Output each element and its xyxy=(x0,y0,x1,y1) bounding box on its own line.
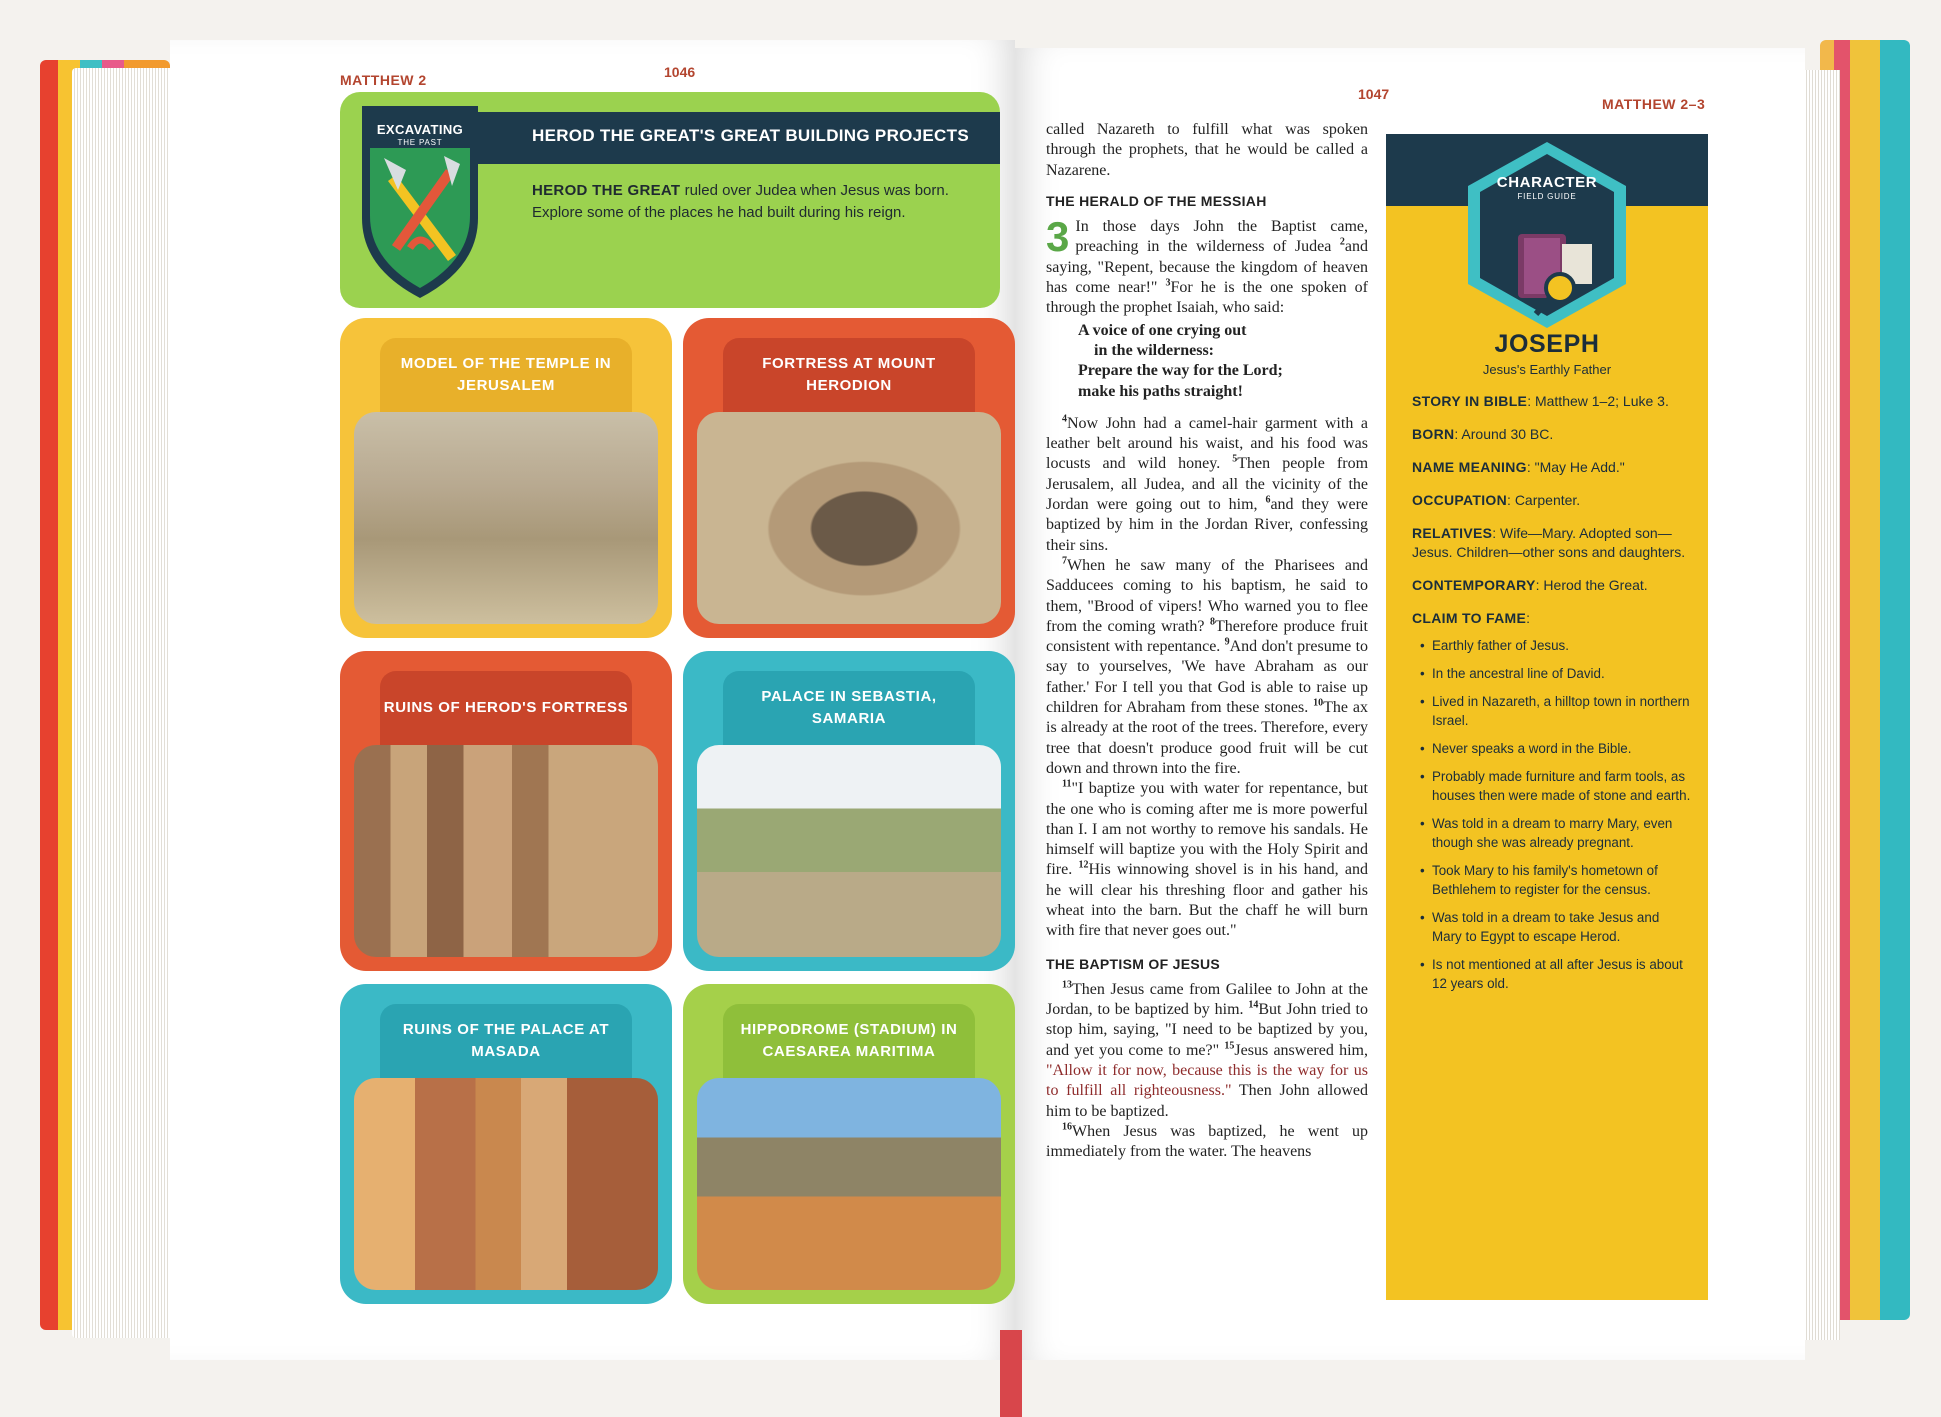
page-edges-left xyxy=(72,68,182,1338)
verse-15a: Jesus answered him, xyxy=(1234,1041,1369,1059)
verse-3: For he is the one spoken of through the prophet Isaiah, who said: xyxy=(1046,279,1368,317)
verse-15b: Then John allowed him to be baptized. xyxy=(1046,1082,1368,1120)
site-card-label: RUINS OF HEROD'S FORTRESS xyxy=(380,671,632,745)
fact-value: : Carpenter. xyxy=(1507,492,1581,508)
claim-to-fame-item: • Was told in a dream to take Jesus and Mary to Egypt to escape Herod. xyxy=(1432,908,1692,946)
fact-colon: : xyxy=(1526,610,1530,626)
site-card xyxy=(340,984,672,1304)
verse-10: The ax is already at the root of the trees. Therefore, every tree that doesn't produce good fruit will be cut down and thrown into the fire. xyxy=(1046,699,1369,777)
feature-intro-rest: ruled over Judea when Jesus was born. Explore some of the places he had built during his reign. xyxy=(532,182,949,221)
fact-label: STORY IN BIBLE xyxy=(1412,393,1528,409)
fact-label: BORN xyxy=(1412,426,1455,442)
fact-claim-to-fame xyxy=(1412,609,1692,628)
claim-to-fame-item: • Never speaks a word in the Bible. xyxy=(1432,739,1692,758)
verse-continuation: called Nazareth to fulfill what was spoken through the prophets, that he would be called a Nazarene. xyxy=(1046,121,1368,179)
verse-num: 11 xyxy=(1062,778,1072,790)
site-photo xyxy=(354,745,658,957)
section-heading-herald: THE HERALD OF THE MESSIAH xyxy=(1046,192,1267,209)
verse-6: and they were baptized by him in the Jordan River, confessing their sins. xyxy=(1046,496,1369,554)
fact-value: : "May He Add." xyxy=(1526,459,1625,475)
left-page-number: 1046 xyxy=(664,64,696,80)
fact-value: : Matthew 1–2; Luke 3. xyxy=(1527,393,1669,409)
site-card-label: MODEL OF THE TEMPLE IN JERUSALEM xyxy=(380,338,632,412)
character-sidebar xyxy=(1386,134,1708,1300)
poem-line: in the wilderness: xyxy=(1094,341,1214,359)
site-card xyxy=(683,318,1015,638)
chapter-number: 3 xyxy=(1046,213,1070,261)
verse-1: In those days John the Baptist came, preaching in the wilderness of Judea xyxy=(1075,218,1368,256)
site-photo xyxy=(697,745,1001,957)
fact-story xyxy=(1412,392,1692,411)
claim-to-fame-item: • Is not mentioned at all after Jesus is about 12 years old. xyxy=(1432,955,1692,993)
verse-num: 4 xyxy=(1062,413,1067,425)
poem-line: make his paths straight! xyxy=(1078,382,1243,400)
verse-num: 10 xyxy=(1313,697,1324,709)
character-subtitle: Jesus's Earthly Father xyxy=(1482,362,1612,377)
site-photo xyxy=(354,1078,658,1290)
site-photo xyxy=(697,412,1001,624)
character-facts xyxy=(1412,392,1692,1002)
verse-num: 9 xyxy=(1224,636,1230,648)
feature-intro xyxy=(532,180,982,224)
left-running-head: MATTHEW 2 xyxy=(340,72,427,88)
verse-14: But John tried to stop him, saying, "I need to be baptized by you, and yet you come to me?" xyxy=(1046,1001,1368,1059)
claim-to-fame-list xyxy=(1412,636,1692,993)
verse-16: When Jesus was baptized, he went up immediately from the water. The heavens xyxy=(1046,1122,1368,1161)
right-page-number: 1047 xyxy=(1358,86,1390,102)
scripture-column xyxy=(1046,120,1368,1163)
verse-num: 7 xyxy=(1062,555,1067,567)
verse-num: 12 xyxy=(1078,860,1089,872)
isaiah-quote xyxy=(1046,321,1368,402)
fact-contemporary xyxy=(1412,576,1692,595)
claim-to-fame-item: • Probably made furniture and farm tools, as houses then were made of stone and earth. xyxy=(1432,767,1692,805)
site-card-label: HIPPODROME (STADIUM) IN CAESAREA MARITIMA xyxy=(723,1004,975,1078)
verse-5: Then people from Jerusalem, all Judea, and all the vicinity of the Jordan were going out to him, xyxy=(1046,455,1369,514)
verse-num: 14 xyxy=(1248,999,1259,1011)
poem-line: Prepare the way for the Lord; xyxy=(1078,362,1283,380)
fact-value: : Wife—Mary. Adopted son—Jesus. Children—other sons and daughters. xyxy=(1412,525,1686,560)
claim-to-fame-item: • Took Mary to his family's hometown of Bethlehem to register for the census. xyxy=(1432,861,1692,899)
poem-line: A voice of one crying out xyxy=(1078,321,1247,339)
fact-value: : Herod the Great. xyxy=(1535,577,1648,593)
verse-2: and saying, "Repent, because the kingdom of heaven has come near!" xyxy=(1046,238,1368,297)
site-photo xyxy=(354,412,658,624)
sidebar-badge-line2: FIELD GUIDE xyxy=(1517,192,1577,201)
verse-num: 15 xyxy=(1224,1040,1235,1052)
verse-num: 3 xyxy=(1165,277,1171,289)
fact-label: NAME MEANING xyxy=(1412,459,1527,475)
fact-label: OCCUPATION xyxy=(1412,492,1508,508)
feature-title: HEROD THE GREAT'S GREAT BUILDING PROJECTS xyxy=(532,126,969,145)
verse-num: 8 xyxy=(1209,616,1215,628)
badge-line1: EXCAVATING xyxy=(376,122,464,137)
verse-12: His winnowing shovel is in his hand, and he will clear his threshing floor and gather his wheat into the barn. But the chaff he will burn with fire that never goes out." xyxy=(1046,861,1369,940)
feature-intro-lead: HEROD THE GREAT xyxy=(532,182,681,199)
feature-banner xyxy=(340,92,1000,308)
verse-num: 2 xyxy=(1339,237,1345,249)
fact-value: : Around 30 BC. xyxy=(1454,426,1554,442)
fact-occupation xyxy=(1412,491,1692,510)
verse-7: When he saw many of the Pharisees and Sadducees coming to his baptism, he said to them, "Brood of vipers! Who warned you to flee from the coming wrath? xyxy=(1046,556,1368,635)
site-card xyxy=(683,651,1015,971)
character-name: JOSEPH xyxy=(1494,330,1600,358)
sidebar-badge-line1: CHARACTER xyxy=(1496,174,1598,191)
fact-born xyxy=(1412,425,1692,444)
section-heading-baptism: THE BAPTISM OF JESUS xyxy=(1046,955,1221,972)
verse-num: 6 xyxy=(1265,494,1271,506)
fact-label: CONTEMPORARY xyxy=(1412,577,1536,593)
fact-name-meaning xyxy=(1412,458,1692,477)
claim-to-fame-item: • Lived in Nazareth, a hilltop town in northern Israel. xyxy=(1432,692,1692,730)
verse-num: 13 xyxy=(1062,979,1072,991)
verse-8: Therefore produce fruit consistent with repentance. xyxy=(1046,617,1369,656)
ribbon-bookmark xyxy=(1000,1330,1022,1417)
verse-15-words-of-jesus: "Allow it for now, because this is the way for us to fulfill all righteousness." xyxy=(1046,1062,1368,1100)
verse-11: "I baptize you with water for repentance, but the one who is coming after me is more powerful than I. I am not worthy to remove his sandals. He himself will baptize you with the Holy Spirit and fire. xyxy=(1046,780,1368,879)
verse-num: 5 xyxy=(1232,454,1238,466)
site-card xyxy=(340,651,672,971)
site-card-label: PALACE IN SEBASTIA, SAMARIA xyxy=(723,671,975,745)
verse-9: And don't presume to say to yourselves, 'We have Abraham as our father.' For I tell you that God is able to raise up children for Abraham from these stones. xyxy=(1046,638,1369,717)
claim-to-fame-item: • Was told in a dream to marry Mary, even though she was already pregnant. xyxy=(1432,814,1692,852)
verse-4: Now John had a camel-hair garment with a leather belt around his waist, and his food was locusts and wild honey. xyxy=(1046,414,1368,473)
character-field-guide-badge-icon xyxy=(1462,138,1632,334)
badge-line2: THE PAST xyxy=(397,138,443,147)
site-card xyxy=(340,318,672,638)
site-photo xyxy=(697,1078,1001,1290)
claim-to-fame-item: • In the ancestral line of David. xyxy=(1432,664,1692,683)
verse-num: 16 xyxy=(1062,1121,1072,1133)
site-card-label: FORTRESS AT MOUNT HERODION xyxy=(723,338,975,412)
fact-relatives xyxy=(1412,524,1692,562)
right-running-head: MATTHEW 2–3 xyxy=(1602,96,1706,112)
site-card-label: RUINS OF THE PALACE AT MASADA xyxy=(380,1004,632,1078)
claim-to-fame-item: • Earthly father of Jesus. xyxy=(1432,636,1692,655)
site-card xyxy=(683,984,1015,1304)
fact-label: RELATIVES xyxy=(1412,525,1493,541)
fact-label: CLAIM TO FAME xyxy=(1412,610,1527,626)
verse-13: Then Jesus came from Galilee to John at the Jordan, to be baptized by him. xyxy=(1046,980,1368,1019)
